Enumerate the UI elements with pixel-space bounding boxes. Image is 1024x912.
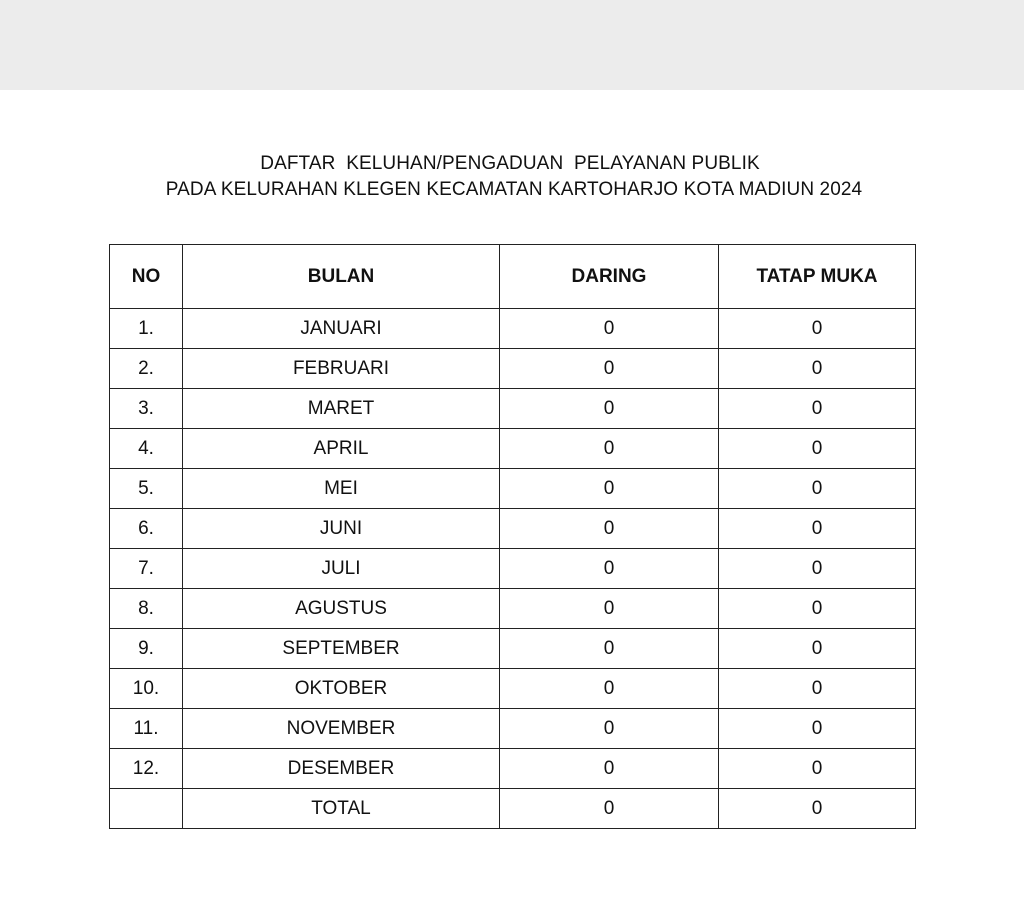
table-row (110, 429, 916, 469)
cell-tatap-muka: 0 (719, 709, 916, 749)
table-row (110, 549, 916, 589)
total-daring: 0 (500, 789, 719, 829)
cell-tatap-muka: 0 (719, 549, 916, 589)
table-row (110, 349, 916, 389)
cell-no: 6. (110, 509, 183, 549)
cell-no: 2. (110, 349, 183, 389)
cell-no: 11. (110, 709, 183, 749)
total-label: TOTAL (183, 789, 500, 829)
table-row (110, 389, 916, 429)
cell-tatap-muka: 0 (719, 749, 916, 789)
table-row (110, 669, 916, 709)
cell-daring: 0 (500, 549, 719, 589)
cell-no: 7. (110, 549, 183, 589)
cell-no: 1. (110, 309, 183, 349)
cell-daring: 0 (500, 389, 719, 429)
table-row (110, 749, 916, 789)
cell-bulan: MEI (183, 469, 500, 509)
document-page (0, 90, 1024, 912)
cell-tatap-muka: 0 (719, 509, 916, 549)
cell-bulan: SEPTEMBER (183, 629, 500, 669)
total-cell-no (110, 789, 183, 829)
cell-daring: 0 (500, 349, 719, 389)
cell-no: 8. (110, 589, 183, 629)
cell-tatap-muka: 0 (719, 629, 916, 669)
cell-no: 9. (110, 629, 183, 669)
cell-tatap-muka: 0 (719, 429, 916, 469)
cell-no: 5. (110, 469, 183, 509)
cell-daring: 0 (500, 709, 719, 749)
total-tatap-muka: 0 (719, 789, 916, 829)
cell-no: 3. (110, 389, 183, 429)
cell-daring: 0 (500, 469, 719, 509)
document-title-line-2: PADA KELURAHAN KLEGEN KECAMATAN KARTOHARJO KOTA MADIUN 2024 (165, 179, 863, 200)
cell-daring: 0 (500, 509, 719, 549)
cell-daring: 0 (500, 429, 719, 469)
table-row (110, 509, 916, 549)
table-row (110, 709, 916, 749)
table-row (110, 629, 916, 669)
cell-bulan: JULI (183, 549, 500, 589)
cell-daring: 0 (500, 589, 719, 629)
cell-no: 12. (110, 749, 183, 789)
cell-bulan: FEBRUARI (183, 349, 500, 389)
cell-bulan: DESEMBER (183, 749, 500, 789)
cell-tatap-muka: 0 (719, 589, 916, 629)
cell-daring: 0 (500, 669, 719, 709)
complaints-table (109, 244, 916, 829)
cell-tatap-muka: 0 (719, 349, 916, 389)
cell-tatap-muka: 0 (719, 309, 916, 349)
total-row (110, 789, 916, 829)
table-header-row (110, 245, 916, 309)
cell-daring: 0 (500, 629, 719, 669)
document-title-line-1: DAFTAR KELUHAN/PENGADUAN PELAYANAN PUBLIK (260, 153, 760, 174)
cell-bulan: APRIL (183, 429, 500, 469)
cell-bulan: JUNI (183, 509, 500, 549)
table-row (110, 469, 916, 509)
cell-tatap-muka: 0 (719, 469, 916, 509)
cell-tatap-muka: 0 (719, 389, 916, 429)
cell-bulan: MARET (183, 389, 500, 429)
cell-tatap-muka: 0 (719, 669, 916, 709)
cell-daring: 0 (500, 309, 719, 349)
header-daring: DARING (500, 245, 719, 309)
cell-bulan: NOVEMBER (183, 709, 500, 749)
header-bulan: BULAN (183, 245, 500, 309)
cell-no: 10. (110, 669, 183, 709)
cell-bulan: OKTOBER (183, 669, 500, 709)
viewer-top-bar (0, 0, 1024, 90)
table-row (110, 309, 916, 349)
header-tatap-muka: TATAP MUKA (719, 245, 916, 309)
header-no: NO (110, 245, 183, 309)
table-row (110, 589, 916, 629)
cell-no: 4. (110, 429, 183, 469)
cell-daring: 0 (500, 749, 719, 789)
cell-bulan: AGUSTUS (183, 589, 500, 629)
cell-bulan: JANUARI (183, 309, 500, 349)
